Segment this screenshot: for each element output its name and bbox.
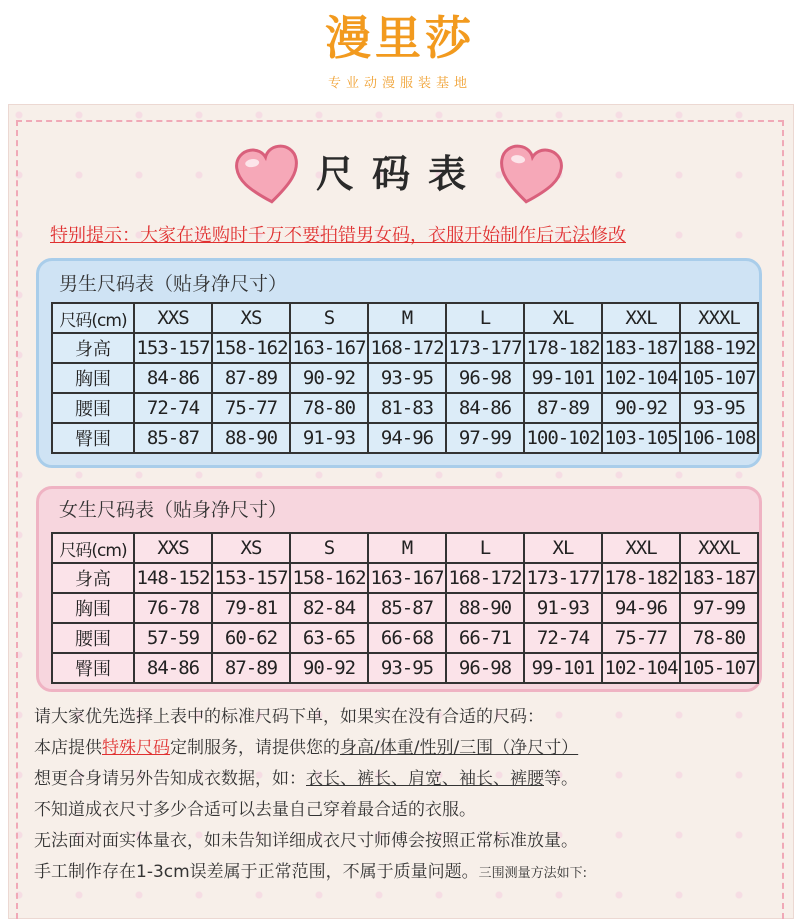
- size-header-cell: XXXL: [680, 303, 758, 333]
- table-cell: 57-59: [134, 623, 212, 653]
- size-header-cell: XXL: [602, 303, 680, 333]
- note-line: [34, 826, 784, 857]
- table-cell: 183-187: [602, 333, 680, 363]
- size-header-cell: S: [290, 533, 368, 563]
- table-cell: 96-98: [446, 653, 524, 683]
- table-cell: 168-172: [446, 563, 524, 593]
- women-table-title: 女生尺码表（贴身净尺寸）: [59, 499, 288, 521]
- table-cell: 188-192: [680, 333, 758, 363]
- table-cell: 90-92: [290, 653, 368, 683]
- measure-label-cell: 腰围: [52, 623, 134, 653]
- table-cell: 66-68: [368, 623, 446, 653]
- table-row: [52, 393, 758, 423]
- table-cell: 85-87: [134, 423, 212, 453]
- warning-notice: 特别提示：大家在选购时千万不要拍错男女码，衣服开始制作后无法修改: [50, 225, 626, 246]
- note-line: [34, 764, 784, 795]
- size-header-cell: XXS: [134, 303, 212, 333]
- table-cell: 72-74: [524, 623, 602, 653]
- table-cell: 84-86: [446, 393, 524, 423]
- women-size-table: [51, 532, 759, 684]
- measure-label-cell: 身高: [52, 333, 134, 363]
- table-cell: 100-102: [524, 423, 602, 453]
- measure-label-cell: 臀围: [52, 653, 134, 683]
- table-cell: 66-71: [446, 623, 524, 653]
- measure-label-cell: 臀围: [52, 423, 134, 453]
- size-chart-heading: [230, 142, 570, 206]
- table-cell: 103-105: [602, 423, 680, 453]
- table-cell: 102-104: [602, 653, 680, 683]
- measure-label-cell: 胸围: [52, 363, 134, 393]
- table-cell: 97-99: [446, 423, 524, 453]
- table-cell: 75-77: [602, 623, 680, 653]
- table-cell: 153-157: [212, 563, 290, 593]
- women-size-panel: [36, 486, 762, 692]
- size-header-cell: M: [368, 533, 446, 563]
- brand-logo-text: 漫里莎: [325, 11, 475, 65]
- table-cell: 158-162: [212, 333, 290, 363]
- table-cell: 94-96: [602, 593, 680, 623]
- table-cell: 106-108: [680, 423, 758, 453]
- table-cell: 82-84: [290, 593, 368, 623]
- corner-header-cell: 尺码(cm): [52, 303, 134, 333]
- table-cell: 97-99: [680, 593, 758, 623]
- table-row: [52, 653, 758, 683]
- table-cell: 87-89: [212, 653, 290, 683]
- corner-header-cell: 尺码(cm): [52, 533, 134, 563]
- table-row: [52, 593, 758, 623]
- measurements-underline: 身高/体重/性别/三围（净尺寸）: [340, 738, 579, 758]
- size-header-cell: XS: [212, 303, 290, 333]
- note-line: [34, 857, 784, 888]
- table-cell: 94-96: [368, 423, 446, 453]
- table-cell: 99-101: [524, 653, 602, 683]
- table-cell: 168-172: [368, 333, 446, 363]
- table-cell: 93-95: [368, 653, 446, 683]
- table-cell: 148-152: [134, 563, 212, 593]
- table-cell: 153-157: [134, 333, 212, 363]
- table-cell: 163-167: [368, 563, 446, 593]
- size-header-cell: L: [446, 303, 524, 333]
- table-header-row: [52, 533, 758, 563]
- table-cell: 75-77: [212, 393, 290, 423]
- table-cell: 63-65: [290, 623, 368, 653]
- table-cell: 81-83: [368, 393, 446, 423]
- table-cell: 87-89: [212, 363, 290, 393]
- note-text: 想更合身请另外告知成衣数据，如：: [34, 769, 306, 789]
- table-cell: 91-93: [524, 593, 602, 623]
- table-cell: 91-93: [290, 423, 368, 453]
- table-cell: 76-78: [134, 593, 212, 623]
- measure-label-cell: 腰围: [52, 393, 134, 423]
- size-header-cell: XXXL: [680, 533, 758, 563]
- table-cell: 93-95: [680, 393, 758, 423]
- ordering-notes: [34, 702, 784, 888]
- table-row: [52, 333, 758, 363]
- size-header-cell: XXS: [134, 533, 212, 563]
- size-header-cell: L: [446, 533, 524, 563]
- measure-label-cell: 身高: [52, 563, 134, 593]
- table-cell: 173-177: [524, 563, 602, 593]
- size-header-cell: S: [290, 303, 368, 333]
- table-cell: 88-90: [212, 423, 290, 453]
- table-cell: 183-187: [680, 563, 758, 593]
- note-text: 等。: [544, 769, 578, 789]
- men-size-table: [51, 302, 759, 454]
- brand-header: [0, 0, 800, 100]
- note-text: 三围测量方法如下:: [478, 866, 588, 881]
- note-text: 不知道成衣尺寸多少合适可以去量自己穿着最合适的衣服。: [34, 800, 476, 820]
- note-line: [34, 702, 784, 733]
- table-row: [52, 623, 758, 653]
- table-header-row: [52, 303, 758, 333]
- table-cell: 178-182: [602, 563, 680, 593]
- table-cell: 78-80: [680, 623, 758, 653]
- table-row: [52, 363, 758, 393]
- note-text: 无法面对面实体量衣，如未告知详细成衣尺寸师傅会按照正常标准放量。: [34, 831, 578, 851]
- table-cell: 163-167: [290, 333, 368, 363]
- table-cell: 105-107: [680, 363, 758, 393]
- table-cell: 96-98: [446, 363, 524, 393]
- table-cell: 88-90: [446, 593, 524, 623]
- table-cell: 87-89: [524, 393, 602, 423]
- custom-size-highlight: 特殊尺码: [102, 738, 170, 758]
- table-cell: 84-86: [134, 363, 212, 393]
- garment-data-underline: 衣长、裤长、肩宽、袖长、裤腰: [306, 769, 544, 789]
- table-cell: 85-87: [368, 593, 446, 623]
- note-text: 手工制作存在1-3cm误差属于正常范围，不属于质量问题。: [34, 862, 479, 882]
- table-cell: 60-62: [212, 623, 290, 653]
- table-row: [52, 563, 758, 593]
- men-size-panel: [36, 258, 762, 468]
- table-cell: 90-92: [290, 363, 368, 393]
- table-cell: 178-182: [524, 333, 602, 363]
- table-cell: 72-74: [134, 393, 212, 423]
- men-table-title: 男生尺码表（贴身净尺寸）: [59, 273, 288, 295]
- note-line: [34, 733, 784, 764]
- table-cell: 79-81: [212, 593, 290, 623]
- table-cell: 93-95: [368, 363, 446, 393]
- table-cell: 84-86: [134, 653, 212, 683]
- note-text: 定制服务，请提供您的: [170, 738, 340, 758]
- size-header-cell: M: [368, 303, 446, 333]
- table-cell: 102-104: [602, 363, 680, 393]
- size-header-cell: XL: [524, 533, 602, 563]
- note-text: 本店提供: [34, 738, 102, 758]
- table-cell: 78-80: [290, 393, 368, 423]
- heart-icon: [232, 142, 303, 208]
- note-line: [34, 795, 784, 826]
- heart-icon: [494, 142, 565, 208]
- table-cell: 99-101: [524, 363, 602, 393]
- page-title: 尺码表: [315, 152, 484, 196]
- table-cell: 90-92: [602, 393, 680, 423]
- size-header-cell: XL: [524, 303, 602, 333]
- measure-label-cell: 胸围: [52, 593, 134, 623]
- table-cell: 158-162: [290, 563, 368, 593]
- note-text: 请大家优先选择上表中的标准尺码下单，如果实在没有合适的尺码：: [34, 707, 544, 727]
- table-cell: 173-177: [446, 333, 524, 363]
- brand-tagline: 专业动漫服装基地: [327, 76, 472, 91]
- table-row: [52, 423, 758, 453]
- table-cell: 105-107: [680, 653, 758, 683]
- size-header-cell: XXL: [602, 533, 680, 563]
- size-header-cell: XS: [212, 533, 290, 563]
